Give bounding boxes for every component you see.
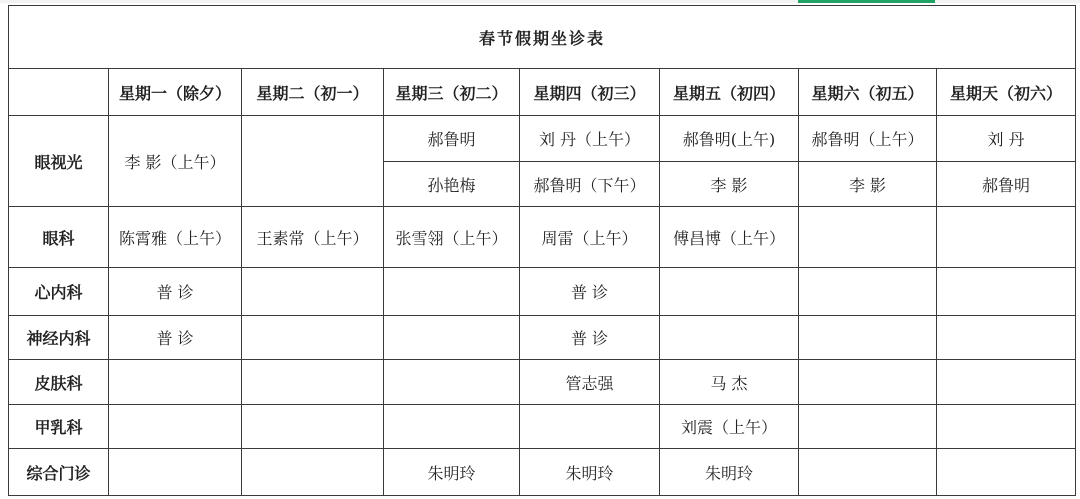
header-day-sun: 星期天（初六）	[937, 69, 1076, 116]
cell-xinneike-sat	[799, 268, 937, 316]
cell-xinneike-wed	[384, 268, 520, 316]
header-day-sat: 星期六（初五）	[799, 69, 937, 116]
cell-yanke-mon: 陈霄雅（上午）	[109, 207, 242, 268]
table-row	[9, 360, 1076, 405]
holiday-schedule-table	[8, 5, 1076, 496]
cell-shiguang-mon: 李 影（上午）	[109, 116, 242, 207]
cell-jiaru-sat	[799, 405, 937, 449]
cell-shiguang-sun-1: 刘 丹	[937, 116, 1076, 162]
table-row	[9, 268, 1076, 316]
corner-cell	[9, 69, 109, 116]
table-row	[9, 405, 1076, 449]
header-row	[9, 69, 1076, 116]
cell-shiguang-fri-2: 李 影	[660, 162, 799, 207]
cell-zonghe-wed: 朱明玲	[384, 449, 520, 496]
cell-pifu-tue	[242, 360, 384, 405]
dept-label-pifu: 皮肤科	[9, 360, 109, 405]
dept-label-jiaru: 甲乳科	[9, 405, 109, 449]
cell-shiguang-wed-1: 郝鲁明	[384, 116, 520, 162]
cell-jiaru-fri: 刘震（上午）	[660, 405, 799, 449]
cell-pifu-sat	[799, 360, 937, 405]
cell-pifu-wed	[384, 360, 520, 405]
cell-xinneike-tue	[242, 268, 384, 316]
cell-shiguang-sun-2: 郝鲁明	[937, 162, 1076, 207]
cell-shiguang-sat-1: 郝鲁明（上午）	[799, 116, 937, 162]
cell-zonghe-thu: 朱明玲	[520, 449, 660, 496]
table-row	[9, 449, 1076, 496]
spreadsheet-top-edge	[0, 0, 1080, 3]
dept-label-shiguang: 眼视光	[9, 116, 109, 207]
cell-yanke-wed: 张雪翎（上午）	[384, 207, 520, 268]
cell-zonghe-sat	[799, 449, 937, 496]
header-day-mon: 星期一（除夕）	[109, 69, 242, 116]
cell-shiguang-thu-1: 刘 丹（上午）	[520, 116, 660, 162]
cell-jiaru-thu	[520, 405, 660, 449]
cell-jiaru-mon	[109, 405, 242, 449]
cell-yanke-fri: 傅昌博（上午）	[660, 207, 799, 268]
cell-zonghe-tue	[242, 449, 384, 496]
dept-label-zonghe: 综合门诊	[9, 449, 109, 496]
cell-xinneike-sun	[937, 268, 1076, 316]
cell-yanke-sat	[799, 207, 937, 268]
cell-shenjing-fri	[660, 316, 799, 360]
cell-zonghe-mon	[109, 449, 242, 496]
cell-jiaru-sun	[937, 405, 1076, 449]
table-row	[9, 316, 1076, 360]
cell-xinneike-thu: 普 诊	[520, 268, 660, 316]
cell-shenjing-tue	[242, 316, 384, 360]
cell-yanke-thu: 周雷（上午）	[520, 207, 660, 268]
table-row	[9, 116, 1076, 162]
cell-shiguang-wed-2: 孙艳梅	[384, 162, 520, 207]
cell-yanke-sun	[937, 207, 1076, 268]
dept-label-shenjing: 神经内科	[9, 316, 109, 360]
header-day-wed: 星期三（初二）	[384, 69, 520, 116]
cell-jiaru-wed	[384, 405, 520, 449]
header-day-thu: 星期四（初三）	[520, 69, 660, 116]
cell-shenjing-sun	[937, 316, 1076, 360]
header-day-fri: 星期五（初四）	[660, 69, 799, 116]
cell-pifu-sun	[937, 360, 1076, 405]
dept-label-yanke: 眼科	[9, 207, 109, 268]
cell-zonghe-fri: 朱明玲	[660, 449, 799, 496]
cell-zonghe-sun	[937, 449, 1076, 496]
cell-pifu-thu: 管志强	[520, 360, 660, 405]
selection-indicator	[798, 0, 935, 3]
header-day-tue: 星期二（初一）	[242, 69, 384, 116]
cell-shiguang-sat-2: 李 影	[799, 162, 937, 207]
cell-yanke-tue: 王素常（上午）	[242, 207, 384, 268]
cell-shenjing-wed	[384, 316, 520, 360]
cell-pifu-mon	[109, 360, 242, 405]
title-row	[9, 6, 1076, 69]
cell-xinneike-fri	[660, 268, 799, 316]
cell-xinneike-mon: 普 诊	[109, 268, 242, 316]
page-title: 春节假期坐诊表	[9, 6, 1076, 69]
cell-shenjing-mon: 普 诊	[109, 316, 242, 360]
cell-shiguang-thu-2: 郝鲁明（下午）	[520, 162, 660, 207]
cell-shiguang-fri-1: 郝鲁明(上午)	[660, 116, 799, 162]
cell-pifu-fri: 马 杰	[660, 360, 799, 405]
cell-shiguang-tue	[242, 116, 384, 207]
dept-label-xinneike: 心内科	[9, 268, 109, 316]
table-row	[9, 207, 1076, 268]
cell-shenjing-sat	[799, 316, 937, 360]
cell-jiaru-tue	[242, 405, 384, 449]
cell-shenjing-thu: 普 诊	[520, 316, 660, 360]
